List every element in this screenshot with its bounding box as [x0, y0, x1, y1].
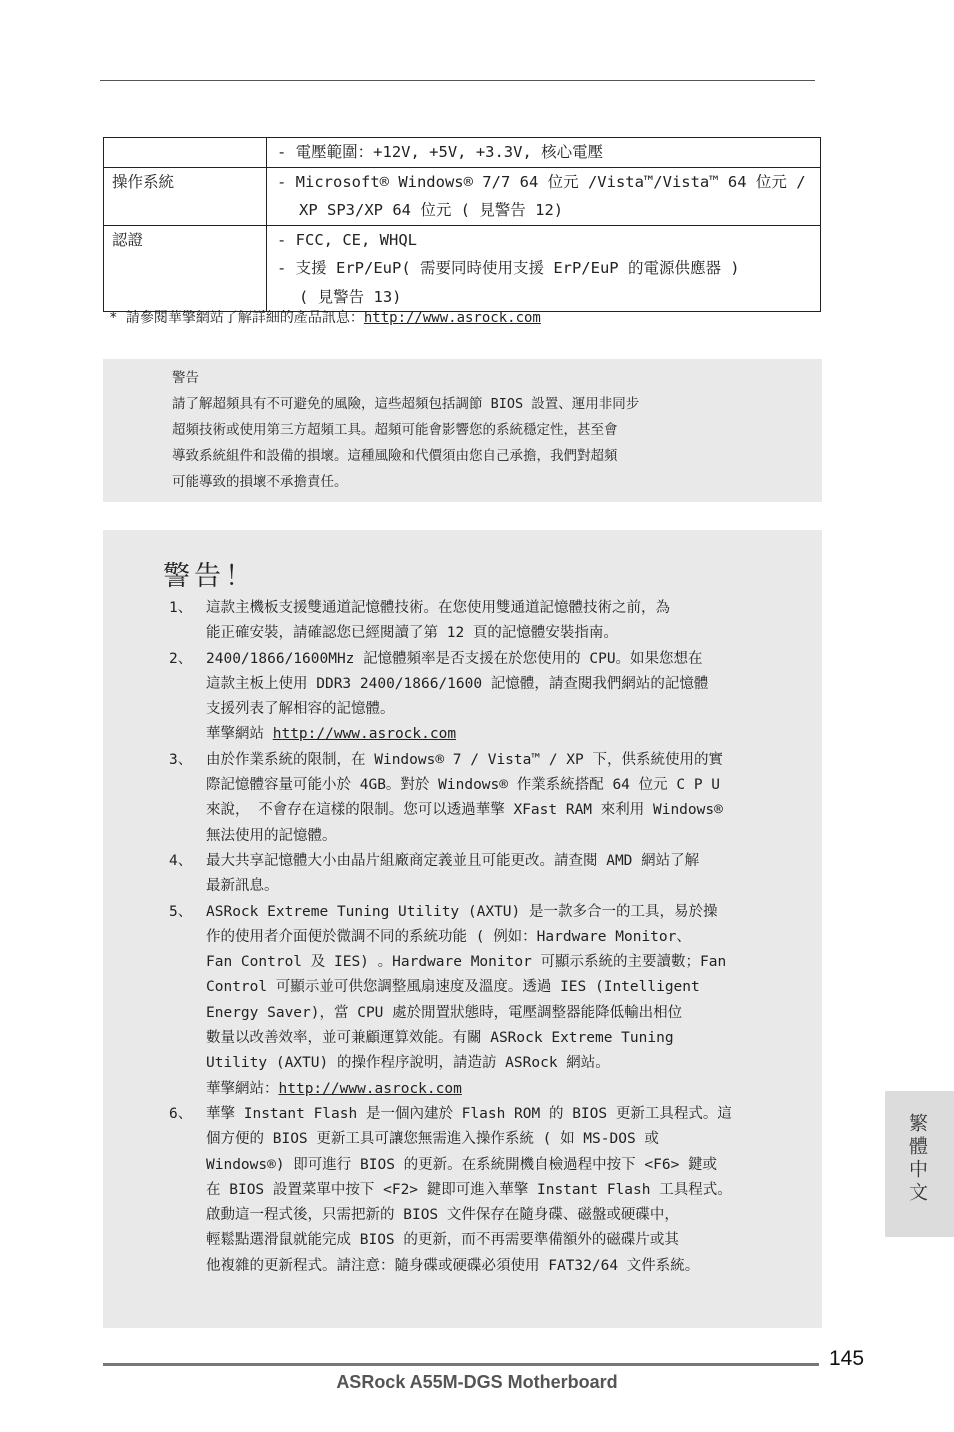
item-link-line	[206, 722, 769, 747]
item-line: 際記憶體容量可能小於 4GB。對於 Windows® 作業系統搭配 64 位元 C P U	[206, 777, 721, 794]
spec-line: - 電壓範圍：+12V, +5V, +3.3V, 核心電壓	[277, 143, 604, 161]
caution-line: 請了解超頻具有不可避免的風險，這些超頻包括調節 BIOS 設置、運用非同步	[172, 396, 640, 412]
table-row	[104, 167, 821, 225]
item-line: 2400/1866/1600MHz 記憶體頻率是否支援在於您使用的 CPU。如果您想在	[206, 650, 703, 667]
asrock-website-link[interactable]: http://www.asrock.com	[272, 726, 457, 743]
item-line: 無法使用的記憶體。	[206, 827, 337, 844]
table-row	[104, 225, 821, 312]
footer-title: ASRock A55M-DGS Motherboard	[336, 1372, 618, 1392]
spec-line: ( 見警告 13)	[299, 287, 402, 306]
spec-value	[267, 225, 821, 312]
table-row	[104, 138, 821, 168]
warning-list	[169, 596, 769, 1279]
item-line: 這款主機板支援雙通道記憶體技術。在您使用雙通道記憶體技術之前，為	[206, 600, 670, 616]
caution-line: 超頻技術或使用第三方超頻工具。超頻可能會影響您的系統穩定性，甚至會	[172, 422, 618, 438]
footnote	[109, 306, 541, 330]
item-line: Control 可顯示並可供您調整風扇速度及溫度。透過 IES (Intelligent	[206, 979, 700, 996]
item-line: Fan Control 及 IES) 。Hardware Monitor 可顯示系統的主要讀數；Fan	[206, 954, 727, 971]
spec-line: - 支援 ErP/EuP( 需要同時使用支援 ErP/EuP 的電源供應器 )	[277, 259, 740, 277]
spec-value	[267, 167, 821, 225]
item-line: 啟動這一程式後，只需把新的 BIOS 文件保存在隨身碟、磁盤或硬碟中，	[206, 1207, 679, 1224]
footnote-text: * 請參閱華擎網站了解詳細的產品訊息：	[109, 310, 364, 326]
item-number: 5、	[169, 903, 193, 920]
item-line: 最大共享記憶體大小由晶片組廠商定義並且可能更改。請查閱 AMD 網站了解	[206, 852, 700, 869]
item-number: 2、	[169, 650, 193, 667]
list-item	[169, 596, 769, 647]
asrock-website-link[interactable]: http://www.asrock.com	[278, 1080, 462, 1097]
spec-label: 操作系統	[104, 167, 267, 225]
spec-label	[104, 138, 267, 168]
item-line: 最新訊息。	[206, 878, 279, 895]
caution-line: 導致系統組件和設備的損壞。這種風險和代價須由您自己承擔，我們對超頻	[172, 448, 618, 464]
language-side-tab	[885, 1091, 954, 1237]
item-line: 這款主板上使用 DDR3 2400/1866/1600 記憶體，請查閱我們網站的記憶體	[206, 675, 709, 692]
link-prefix: 華擎網站：	[206, 1080, 279, 1097]
page-number: 145	[829, 1347, 865, 1370]
spec-value	[267, 138, 821, 168]
spec-line: - FCC, CE, WHQL	[277, 230, 417, 249]
item-line: 能正確安裝，請確認您已經閱讀了第 12 頁的記憶體安裝指南。	[206, 625, 618, 642]
item-line: Windows®) 即可進行 BIOS 的更新。在系統開機自檢過程中按下 <F6> 鍵或	[206, 1156, 718, 1173]
item-number: 6、	[169, 1105, 193, 1122]
caution-heading: 警告	[172, 370, 199, 386]
item-line: 輕鬆點選滑鼠就能完成 BIOS 的更新，而不再需要準備額外的磁碟片或其	[206, 1232, 679, 1249]
warning-title: 警告！	[163, 561, 256, 592]
list-item	[169, 1102, 769, 1279]
spec-table	[103, 137, 821, 312]
item-number: 1、	[169, 600, 193, 616]
item-line: Utility (AXTU) 的操作程序說明，請造訪 ASRock 網站。	[206, 1055, 610, 1072]
item-line: ASRock Extreme Tuning Utility (AXTU) 是一款多合一的工具，易於操	[206, 903, 718, 920]
item-line: 在 BIOS 設置菜單中按下 <F2> 鍵即可進入華擎 Instant Flash 工具程式。	[206, 1181, 732, 1198]
item-line: 來說， 不會存在這樣的限制。您可以透過華擎 XFast RAM 來利用 Windows®	[206, 802, 723, 819]
item-line: 個方便的 BIOS 更新工具可讓您無需進入操作系統 ( 如 MS-DOS 或	[206, 1131, 659, 1148]
item-number: 4、	[169, 852, 193, 869]
item-line: 他複雜的更新程式。請注意：隨身碟或硬碟必須使用 FAT32/64 文件系統。	[206, 1257, 700, 1274]
item-line: 華擎 Instant Flash 是一個內建於 Flash ROM 的 BIOS 更新工具程式。這	[206, 1105, 732, 1122]
item-line: Energy Saver)，當 CPU 處於閒置狀態時，電壓調整器能降低輸出相位	[206, 1004, 683, 1021]
link-prefix: 華擎網站	[206, 726, 273, 743]
spec-line: - Microsoft® Windows® 7/7 64 位元 /Vista™/Vista™ 64 位元 /	[277, 172, 806, 191]
spec-line: XP SP3/XP 64 位元 ( 見警告 12)	[299, 201, 564, 219]
asrock-website-link[interactable]: http://www.asrock.com	[363, 310, 541, 326]
item-number: 3、	[169, 751, 193, 768]
language-label: 繁體中文	[906, 1113, 928, 1205]
list-item	[169, 748, 769, 849]
item-line: 支援列表了解相容的記憶體。	[206, 701, 395, 718]
spec-label: 認證	[104, 225, 267, 312]
item-line: 數量以改善效率，並可兼顧運算效能。有關 ASRock Extreme Tuning	[206, 1030, 674, 1047]
item-line: 由於作業系統的限制，在 Windows® 7 / Vista™ / XP 下，供系統使用的實	[206, 751, 723, 768]
caution-line: 可能導致的損壞不承擔責任。	[172, 474, 348, 490]
top-rule	[100, 80, 815, 81]
item-link-line	[206, 1077, 769, 1102]
list-item	[169, 647, 769, 748]
list-item	[169, 900, 769, 1102]
list-item	[169, 849, 769, 900]
caution-box	[103, 359, 822, 502]
item-line: 作的使用者介面便於微調不同的系統功能 ( 例如：Hardware Monitor、	[206, 928, 691, 945]
bottom-rule	[103, 1363, 819, 1366]
warning-box	[103, 530, 822, 1328]
